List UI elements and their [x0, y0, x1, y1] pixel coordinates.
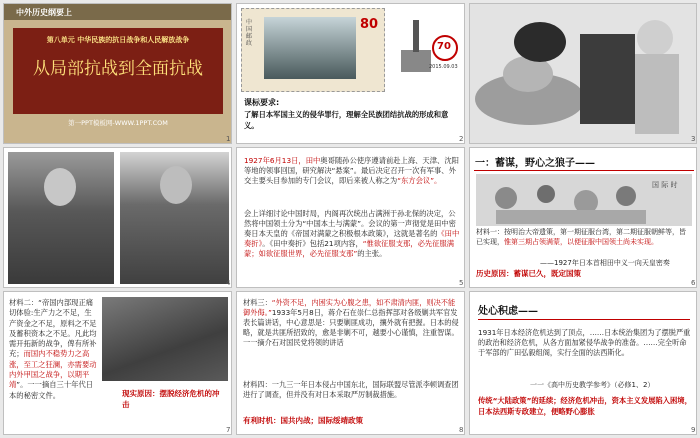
- slide-thumb-5[interactable]: [236, 147, 465, 288]
- cartoon-title: 国 际 时: [652, 181, 678, 189]
- slide-title: 从局部抗战到全面抗战: [33, 59, 203, 79]
- portrait-head: [160, 166, 192, 204]
- historical-photo: [470, 4, 697, 144]
- slide-thumb-4[interactable]: [3, 147, 232, 288]
- portrait-head: [44, 168, 76, 206]
- heading-rule: [478, 319, 690, 320]
- slide-number: 8: [459, 426, 464, 434]
- anniversary-badge: [395, 10, 461, 80]
- reference-text: 1931年日本经济危机达到了顶点，……日本统治集团为了摆脱严重的政治和经济危机，从各方面加紧侵华战争的准备。……完全听命于军部的广田弘毅组阁，实行全面的法西斯化。: [478, 328, 691, 357]
- portrait-photo-left: [8, 152, 114, 284]
- stamp-picture: [264, 17, 356, 79]
- summary-text: 传统“大陆政策”的延续；经济危机冲击，资本主义发展陷入困境，日本法西斯专政建立，便略野心膨胀: [478, 396, 692, 416]
- slide-number: 4: [226, 279, 231, 287]
- portrait-photo-right: [120, 152, 229, 284]
- stamp-value: 80: [360, 17, 379, 32]
- material-2: 材料二：“帝国内部现正痛切体验:生产力之不足，生产资金之不足，原料之不足及蓄积资本之不足。凡此均需开拓新的战争，俾有所补充；而国内不稳势力之高涨，至工之狂澜，亦需要动内外甲国之战争，以期平靖”。一一摘自三十年代日本的秘密文件。: [9, 298, 97, 400]
- section-heading: 处心积虑——: [478, 306, 538, 317]
- slide-thumb-6[interactable]: [469, 147, 697, 288]
- slide-thumb-8[interactable]: [236, 291, 465, 435]
- favorable-timing: 有利时机：国共内战；国际绥靖政策: [243, 416, 363, 425]
- reference-cite: 一一《高中历史教学参考》（必修1、2）: [530, 381, 655, 389]
- slide-thumb-2[interactable]: [236, 3, 465, 144]
- badge-number: 70: [437, 41, 451, 52]
- slide-number: 5: [459, 279, 464, 287]
- header-text: 中外历史纲要上: [16, 8, 72, 17]
- current-reason: 现实原因：摆脱经济危机的冲击: [122, 389, 220, 409]
- slide-thumb-3[interactable]: [469, 3, 697, 144]
- slide-number: 2: [459, 135, 464, 143]
- paragraph-2: 会上详细讨论中国时局，内阁再次统出占满洲于孙北保的决定，公然将中国领土分为“中国本土与满蒙”。会议的第一声彻觉是田中密奏日本天皇的《帝国对满蒙之积极根本政策》，这就是著名的《田中奏折》。《田中奏折》包括21项内容，“惟欲征服支那，必先征服满蒙；如欲征服世界，必先征服支那”的主张。: [244, 209, 460, 258]
- standard-text: 了解日本军国主义的侵华罪行，理解全民族团结抗战的形成和意义。: [244, 110, 449, 130]
- slide-number: 3: [691, 135, 696, 143]
- unit-subtitle: 第八单元 中华民族的抗日战争和人民解放战争: [46, 36, 190, 44]
- heading-rule: [474, 170, 694, 171]
- slide-number: 9: [691, 426, 696, 434]
- stamp-country: 中国邮政: [246, 19, 253, 47]
- badge-year: 2015.09.03: [429, 64, 458, 70]
- historical-reason: 历史原因：蓄谋已久，既定国策: [476, 269, 581, 278]
- cartoon-image: [476, 174, 692, 226]
- material-4: 材料四：一九三一年日本侵占中国东北，国际联盟尽管派李顿调查团进行了调查，但并没有对日本采取严厉制裁措施。: [243, 380, 459, 399]
- standard-heading: 课标要求:: [244, 98, 280, 107]
- section-heading: 一：蓄谋，野心之狼子——: [475, 158, 595, 169]
- slide-thumb-7[interactable]: [3, 291, 232, 435]
- paragraph-1: 1927年6月13日，田中奥哥随孙公使序遵请前赴上海、天津、沈阳等地的领事回国，研究解决“悬案”。最后决定召开一次有军事、外交主要头目参加的专门会议，即后来被人称之为“东方会议”。: [244, 156, 459, 185]
- stamp-image: [241, 8, 385, 92]
- slide-thumb-9[interactable]: [469, 291, 697, 435]
- footer-text: 第一PPT模板网-WWW.1PPT.COM: [68, 119, 168, 127]
- slide-number: 7: [226, 426, 231, 434]
- document-photo: [102, 297, 228, 381]
- material-3: 材料三：“外资不足，内困实为心腹之患，如不肃清内匪，则决不能御外侮。”1933年5月8日，蒋介石在崇仁总指挥部对各级剿共军官发表长篇讲话，中心意思是：只要剿匪成功，攘外就有把握。日本的侵略，就是共匪所招致的，愈是非剿不可，越要小心谨慎，注重智谋。一一摘介石对国民党将领的讲话: [243, 298, 459, 347]
- slide-thumb-1[interactable]: [3, 3, 232, 144]
- material-1: 材料一：按明治大帝遗策，第一期征服台湾，第二期征服朝鲜等，皆已实现，惟第三期占领满蒙，以便征服中国领土尚未实现。: [476, 228, 686, 246]
- material-1-cite: ——1927年日本首相田中义一向天皇密奏: [540, 259, 670, 267]
- slide-number: 1: [226, 135, 231, 143]
- slide-number: 6: [691, 279, 696, 287]
